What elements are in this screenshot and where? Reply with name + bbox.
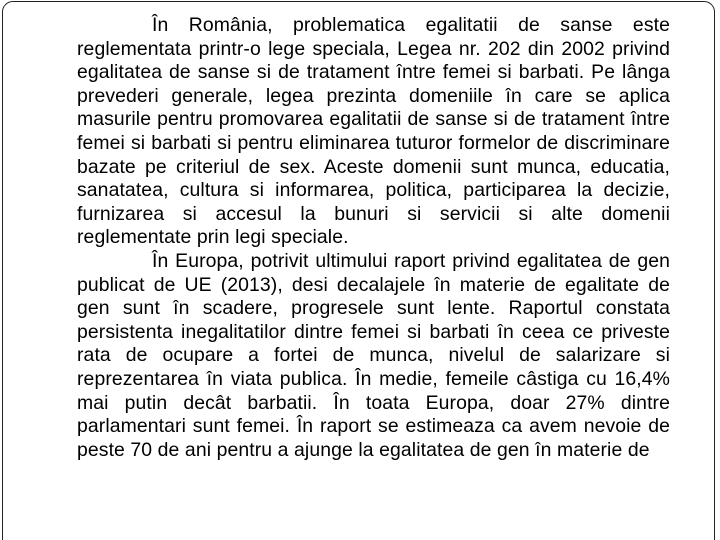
text-body [77,14,670,462]
paragraph-romania: În România, problematica egalitatii de sanse este reglementata printr-o lege speciala, Legea nr. 202 din 2002 privind egalitatea de sanse si de tratament între femei si barbati. Pe lânga prevederi generale, legea prezinta domeniile în care se aplica masurile pentru promovarea egalitatii de sanse si de tratament între femei si barbati si pentru eliminarea tuturor formelor de discriminare bazate pe criteriul de sex. Aceste domenii sunt munca, educatia, sanatatea, cultura si informarea, politica, participarea la decizie, furnizarea si accesul la bunuri si servicii si alte domenii reglementate prin legi speciale. [77,14,670,249]
paragraph-europa: În Europa, potrivit ultimului raport privind egalitatea de gen publicat de UE (2013), desi decalajele în materie de egalitate de gen sunt în scadere, progresele sunt lente. Raportul constata persistenta inegalitatilor dintre femei si barbati în ceea ce priveste rata de ocupare a fortei de munca, nivelul de salarizare si reprezentarea în viata publica. În medie, femeile câstiga cu 16,4% mai putin decât barbatii. În toata Europa, doar 27% dintre parlamentari sunt femei. În raport se estimeaza ca avem nevoie de peste 70 de ani pentru a ajunge la egalitatea de gen în materie de [77,249,670,461]
